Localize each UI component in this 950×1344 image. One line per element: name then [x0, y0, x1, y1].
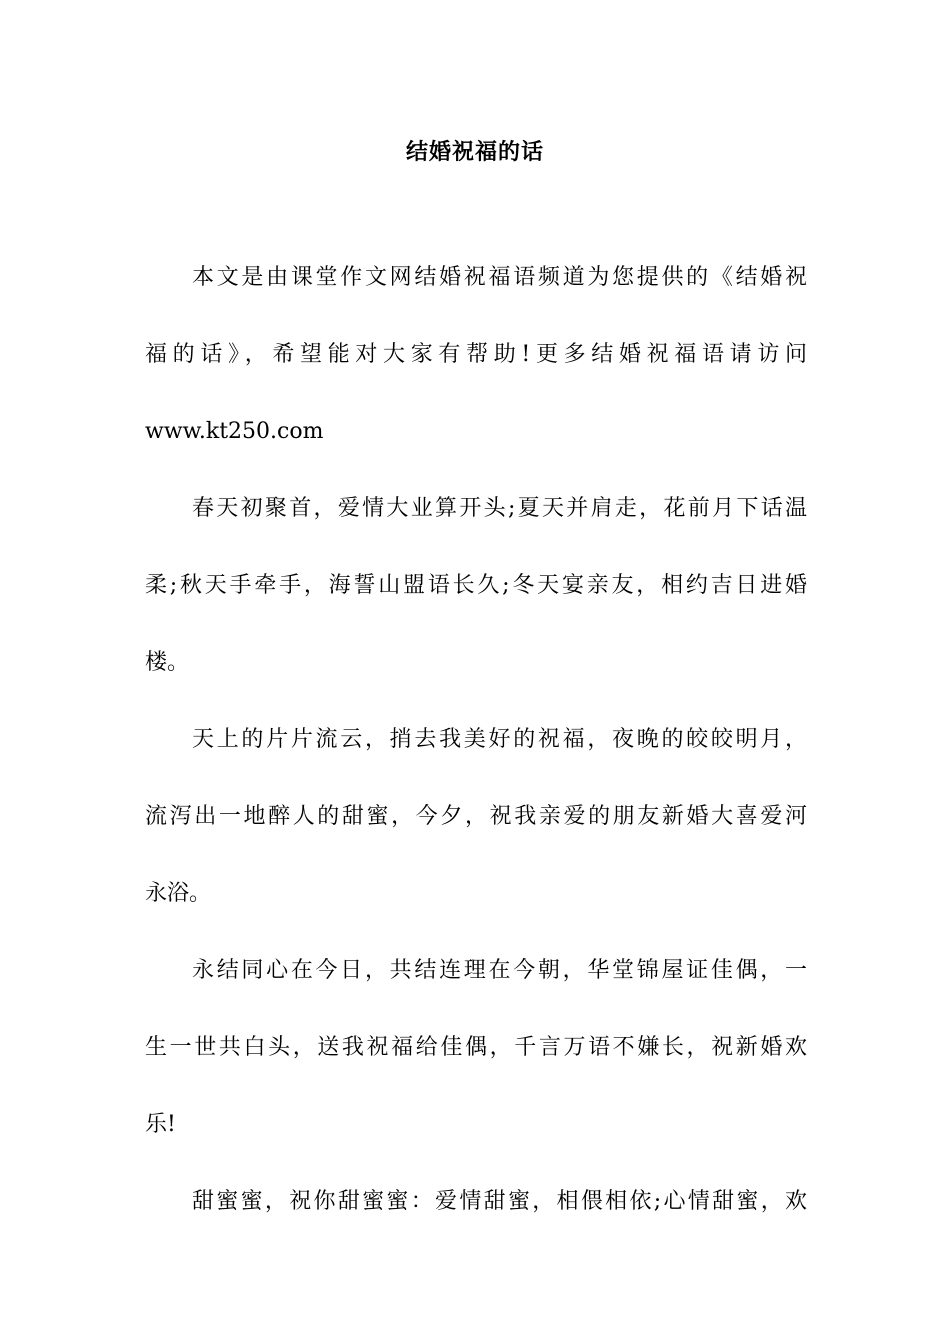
paragraph-line: 福的话》，希望能对大家有帮助!更多结婚祝福语请访问 — [145, 342, 807, 367]
paragraph-intro — [145, 258, 807, 452]
paragraph-line: 流泻出一地醉人的甜蜜，今夕，祝我亲爱的朋友新婚大喜爱河 — [145, 804, 807, 829]
paragraph-line: 乐! — [145, 1112, 176, 1137]
document-body — [145, 258, 807, 1259]
paragraph-line: 甜蜜蜜，祝你甜蜜蜜：爱情甜蜜，相偎相依;心情甜蜜，欢 — [192, 1189, 807, 1214]
document-title: 结婚祝福的话 — [405, 139, 544, 165]
website-link[interactable]: www.kt250.com — [145, 419, 324, 444]
paragraph-sweet — [145, 1182, 807, 1222]
paragraph-line: 天上的片片流云，捎去我美好的祝福，夜晚的皎皎明月， — [192, 727, 807, 752]
paragraph-line: 生一世共白头，送我祝福给佳偶，千言万语不嫌长，祝新婚欢 — [145, 1035, 807, 1060]
paragraph-line: 本文是由课堂作文网结婚祝福语频道为您提供的《结婚祝 — [192, 265, 807, 290]
paragraph-clouds — [145, 720, 807, 914]
paragraph-line: 柔;秋天手牵手，海誓山盟语长久;冬天宴亲友，相约吉日进婚 — [145, 573, 807, 598]
paragraph-line: 永结同心在今日，共结连理在今朝，华堂锦屋证佳偶，一 — [192, 958, 807, 983]
paragraph-union — [145, 951, 807, 1145]
paragraph-line: 楼。 — [145, 650, 190, 675]
paragraph-seasons — [145, 489, 807, 683]
paragraph-line: 永浴。 — [145, 881, 212, 906]
paragraph-line: 春天初聚首，爱情大业算开头;夏天并肩走，花前月下话温 — [192, 496, 807, 521]
